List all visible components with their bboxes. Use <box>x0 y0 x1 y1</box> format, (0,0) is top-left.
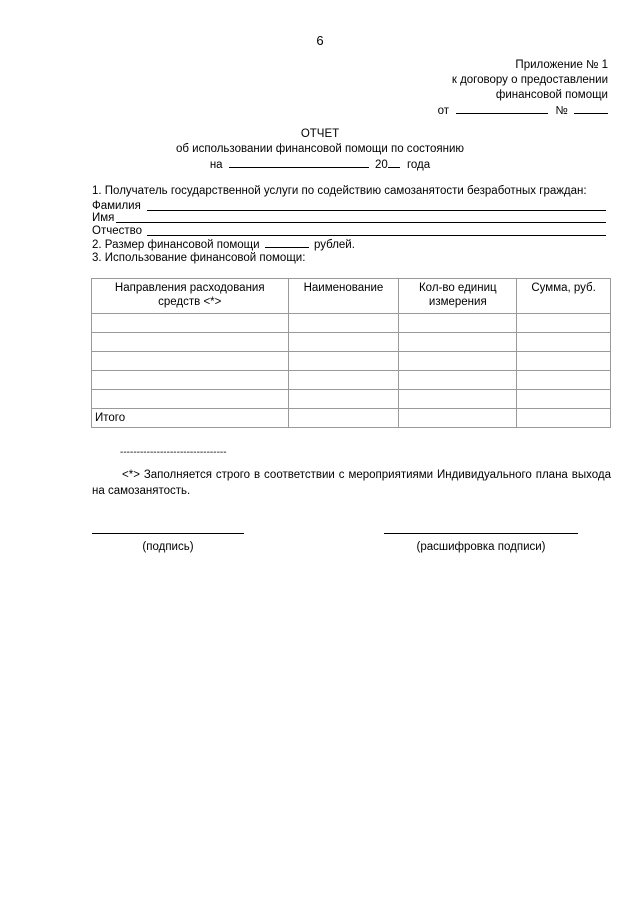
table-cell <box>399 352 517 371</box>
page-number: 6 <box>316 33 324 48</box>
table-row <box>92 390 611 409</box>
from-label: от <box>437 105 450 117</box>
table-total-row <box>92 409 611 428</box>
header-directions: Направления расходования средств <*> <box>92 279 289 314</box>
decoding-line <box>384 533 578 534</box>
table-cell <box>288 409 399 428</box>
amount-blank <box>265 237 309 248</box>
table-row <box>92 333 611 352</box>
decoding-label: (расшифровка подписи) <box>416 541 546 553</box>
appendix-title: Приложение № 1 <box>515 59 608 71</box>
footnote-text: <*> Заполняется строго в соответствии с мероприятиями Индивидуального плана выхода на самозанятость. <box>92 469 611 497</box>
table-header-row <box>92 279 611 314</box>
appendix-date-number <box>438 103 608 119</box>
amount-suffix: рублей. <box>313 239 355 251</box>
table-cell <box>288 390 399 409</box>
signature-line <box>92 533 244 534</box>
header-sum: Сумма, руб. <box>517 279 611 314</box>
header-name: Наименование <box>288 279 399 314</box>
table-cell <box>399 409 517 428</box>
table-cell <box>92 352 289 371</box>
table-cell <box>517 333 611 352</box>
table-cell <box>288 333 399 352</box>
usage-table <box>91 278 611 428</box>
table-cell <box>92 333 289 352</box>
number-label: № <box>555 105 568 117</box>
header-units: Кол-во единиц измерения <box>399 279 517 314</box>
table-cell <box>517 352 611 371</box>
table-row <box>92 314 611 333</box>
name-label: Имя <box>92 212 115 224</box>
recipient-line: 1. Получатель государственной услуги по содействию самозанятости безработных граждан: <box>92 185 587 197</box>
amount-prefix: 2. Размер финансовой помощи <box>92 239 260 251</box>
report-heading: ОТЧЕТ <box>300 128 340 140</box>
surname-label: Фамилия <box>92 200 141 212</box>
appendix-contract: к договору о предоставлении <box>451 74 608 86</box>
report-date-line <box>0 157 640 173</box>
table-row <box>92 352 611 371</box>
table-cell <box>92 390 289 409</box>
table-cell <box>399 333 517 352</box>
table-cell <box>288 352 399 371</box>
year-blank <box>388 157 400 168</box>
table-cell <box>399 390 517 409</box>
appendix-header <box>438 58 608 119</box>
number-blank <box>574 103 608 114</box>
table-cell <box>288 371 399 390</box>
patronymic-label: Отчество <box>92 225 142 237</box>
date-blank <box>456 103 548 114</box>
table-cell <box>517 314 611 333</box>
report-title-block <box>0 127 640 173</box>
total-label: Итого <box>92 409 289 428</box>
table-cell <box>92 314 289 333</box>
patronymic-field <box>147 224 606 236</box>
table-cell <box>92 371 289 390</box>
footnote-separator: -------------------------------- <box>120 447 227 458</box>
table-cell <box>517 390 611 409</box>
name-field <box>116 211 606 223</box>
table-cell <box>517 409 611 428</box>
date-blank-long <box>229 157 369 168</box>
year-suffix: года <box>406 159 431 171</box>
date-prefix: на <box>209 159 223 171</box>
surname-field <box>147 199 606 211</box>
table-cell <box>399 314 517 333</box>
table-cell <box>399 371 517 390</box>
table-cell <box>517 371 611 390</box>
table-row <box>92 371 611 390</box>
report-subheading: об использовании финансовой помощи по состоянию <box>176 143 464 155</box>
table-cell <box>288 314 399 333</box>
appendix-assistance: финансовой помощи <box>495 89 608 101</box>
signature-label: (подпись) <box>142 541 194 553</box>
usage-line: 3. Использование финансовой помощи: <box>92 252 306 264</box>
year-prefix: 20 <box>374 159 388 171</box>
